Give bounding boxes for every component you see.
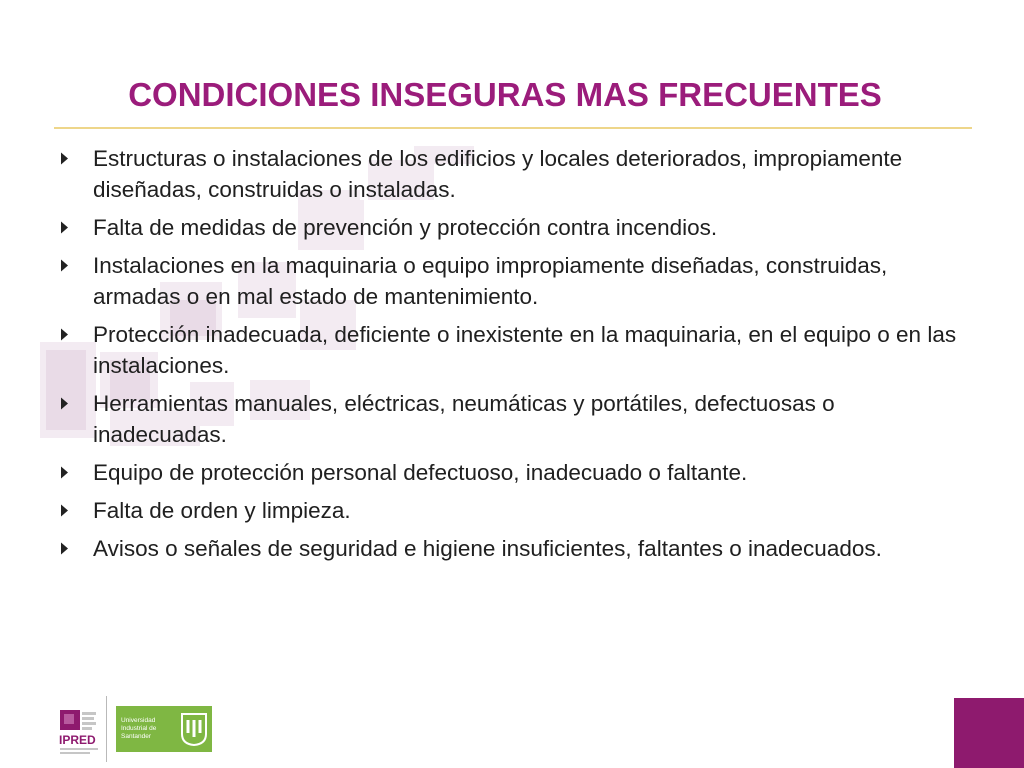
ipred-logo	[58, 708, 110, 756]
bullet-text: Falta de orden y limpieza.	[93, 498, 351, 523]
list-item	[60, 388, 960, 450]
uis-emblem-icon	[179, 711, 209, 747]
list-item	[60, 143, 960, 205]
triangle-right-icon	[60, 388, 93, 419]
triangle-right-icon	[60, 457, 93, 488]
uis-logo	[116, 706, 212, 752]
svg-text:IPRED: IPRED	[59, 733, 96, 747]
triangle-right-icon	[60, 319, 93, 350]
list-item	[60, 533, 960, 564]
bullet-text: Avisos o señales de seguridad e higiene insuficientes, faltantes o inadecuados.	[93, 536, 882, 561]
list-item	[60, 212, 960, 243]
title-divider	[54, 127, 972, 129]
bullet-list	[60, 143, 960, 571]
triangle-right-icon	[60, 495, 93, 526]
bullet-text: Protección inadecuada, deficiente o inexistente en la maquinaria, en el equipo o en las instalaciones.	[93, 322, 957, 378]
list-item	[60, 319, 960, 381]
logo-divider	[106, 696, 107, 762]
triangle-right-icon	[60, 212, 93, 243]
corner-accent-block	[954, 698, 1024, 768]
uis-logo-text: Universidad Industrial de Santander	[121, 717, 157, 740]
slide-title: CONDICIONES INSEGURAS MAS FRECUENTES	[128, 76, 882, 113]
bullet-text: Herramientas manuales, eléctricas, neumáticas y portátiles, defectuosas o inadecuadas.	[93, 391, 835, 447]
triangle-right-icon	[60, 250, 93, 281]
bullet-text: Estructuras o instalaciones de los edificios y locales deteriorados, impropiamente diseñadas, construidas o instaladas.	[93, 146, 903, 202]
list-item	[60, 250, 960, 312]
bullet-text: Instalaciones en la maquinaria o equipo impropiamente diseñadas, construidas, armadas o en mal estado de mantenimiento.	[93, 253, 888, 309]
bullet-text: Falta de medidas de prevención y protección contra incendios.	[93, 215, 718, 240]
list-item	[60, 457, 960, 488]
triangle-right-icon	[60, 143, 93, 174]
bullet-text: Equipo de protección personal defectuoso, inadecuado o faltante.	[93, 460, 748, 485]
triangle-right-icon	[60, 533, 93, 564]
list-item	[60, 495, 960, 526]
